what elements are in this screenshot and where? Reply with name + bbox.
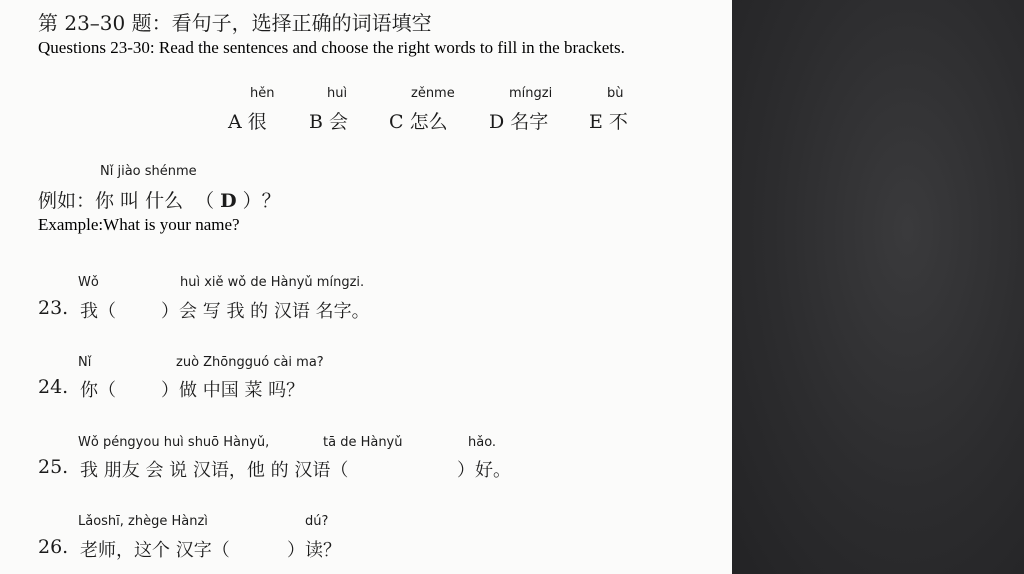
option-c-pinyin: zěnme [411, 86, 455, 101]
question-25-before-blank: 我 朋友 会 说 汉语，他 的 汉语（ [80, 460, 349, 481]
question-25-pinyin-middle: tā de Hànyǔ [323, 435, 403, 450]
option-e-pinyin: bù [607, 86, 624, 101]
option-e: E 不 [589, 111, 628, 133]
option-c: C 怎么 [389, 111, 448, 133]
question-25-pinyin-end: hǎo. [468, 435, 497, 450]
question-26-after-blank: ）读？ [287, 540, 341, 561]
question-25-number: 25. [38, 456, 69, 478]
question-23-before-blank: 我（ [80, 301, 116, 322]
question-26-number: 26. [38, 536, 69, 558]
question-23-pinyin-end: huì xiě wǒ de Hànyǔ míngzi. [180, 275, 365, 290]
example-sentence [38, 186, 281, 213]
question-23-pinyin-start: Wǒ [78, 275, 99, 290]
option-b: B 会 [309, 111, 349, 133]
option-a-pinyin: hěn [250, 86, 275, 101]
option-a: A 很 [228, 111, 267, 133]
example-prefix: 例如：你 叫 什么 [38, 190, 184, 212]
question-26-pinyin-start: Lǎoshī, zhège Hànzì [78, 514, 208, 529]
option-d: D 名字 [489, 111, 549, 133]
question-24-number: 24. [38, 376, 69, 398]
question-25-after-blank: ）好。 [457, 460, 511, 481]
question-26-before-blank: 老师，这个 汉字（ [80, 540, 230, 561]
question-23-number: 23. [38, 297, 69, 319]
question-25-pinyin-start: Wǒ péngyou huì shuō Hànyǔ, [78, 435, 270, 450]
example-answer: D [220, 190, 237, 212]
example-english: Example:What is your name? [38, 215, 240, 234]
example-open-paren: （ [195, 190, 215, 212]
question-24-pinyin-start: Nǐ [78, 355, 92, 370]
section-title-chinese: 第 23–30 题：看句子，选择正确的词语填空 [38, 11, 432, 35]
option-d-pinyin: míngzi [509, 86, 553, 101]
option-b-pinyin: huì [327, 86, 348, 101]
example-pinyin: Nǐ jiào shénme [100, 164, 197, 179]
section-title-english: Questions 23-30: Read the sentences and choose the right words to fill in the brackets. [38, 38, 625, 57]
question-24-after-blank: ）做 中国 菜 吗？ [161, 380, 305, 401]
dark-side-panel [732, 0, 1024, 574]
example-close-paren: ）？ [242, 190, 281, 212]
question-24-pinyin-end: zuò Zhōngguó cài ma? [176, 355, 324, 370]
question-24-before-blank: 你（ [80, 380, 116, 401]
question-26-pinyin-end: dú? [305, 514, 329, 529]
question-23-after-blank: ）会 写 我 的 汉语 名字。 [161, 301, 370, 322]
